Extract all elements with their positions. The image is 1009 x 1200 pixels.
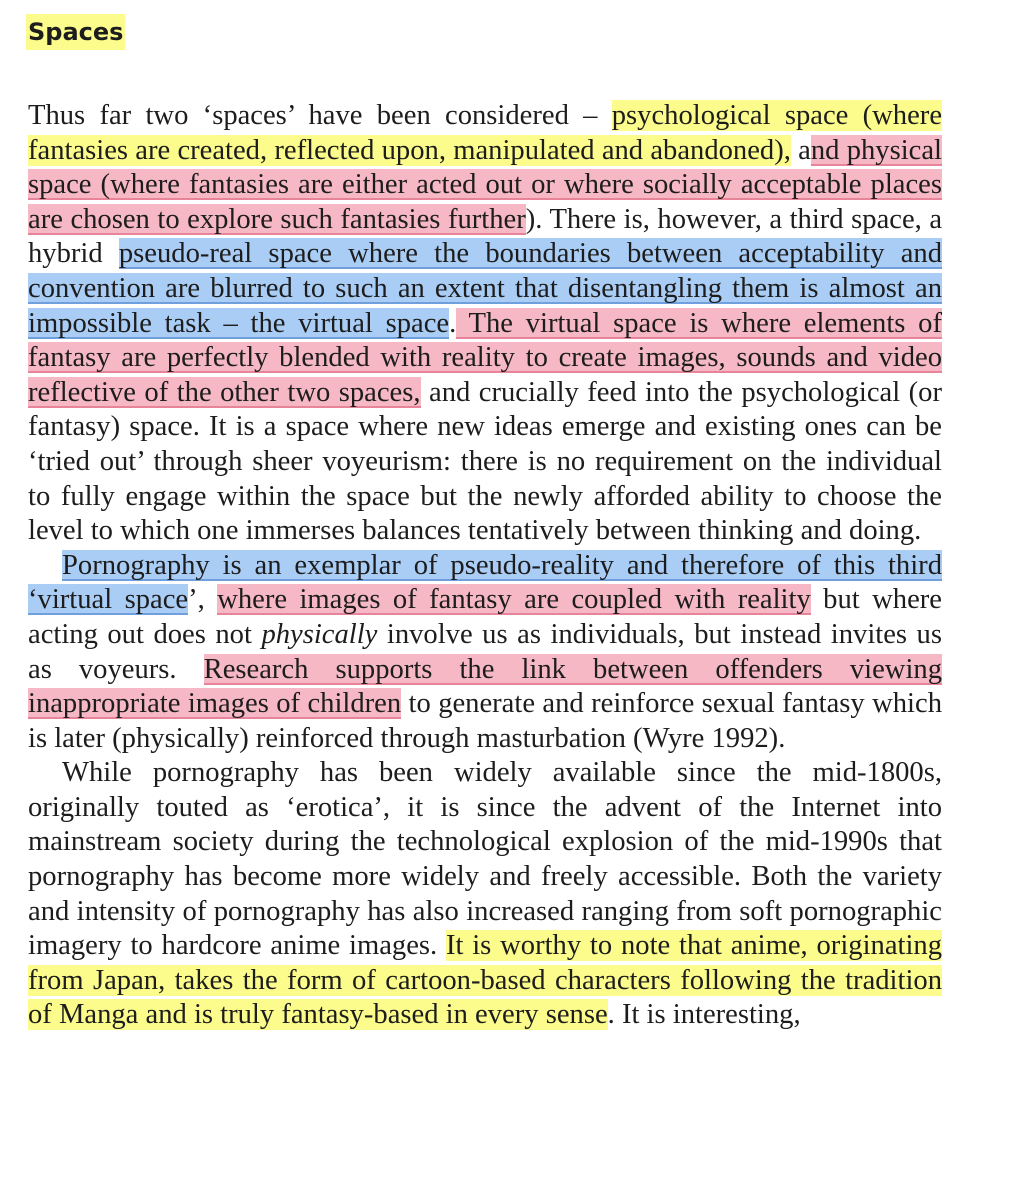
highlight-pink-research-supports: Research supports the link between offenders viewing inappropriate images of children	[28, 653, 942, 720]
section-heading: Spaces	[26, 14, 125, 50]
text-span: While pornography has been widely available since the mid-1800s, originally touted as ‘erotica’, it is since the advent of the Internet into mainstream society during the technological explosion of the mid-1990s that pornography has become more widely and freely accessible. Both the variety and intensity of pornography has also increased ranging from soft pornographic imagery to hardcore anime images.	[28, 757, 942, 962]
highlight-yellow-psychological-space: psychological space (where fantasies are created, reflected upon, manipulated and abandoned),	[28, 100, 943, 166]
text-span: ). There is, however, a third space, a hybrid	[28, 203, 943, 270]
text-span: and crucially feed into the psychological (or fantasy) space. It is a space where new ideas emerge and existing ones can be ‘tried out’ through sheer voyeurism: there is no requirement on the individual to fully engage within the space but the newly afforded ability to choose the level to which one immerses balances tentatively between thinking and doing.	[28, 376, 942, 547]
text-span: ’,	[188, 584, 218, 616]
text-span: to generate and reinforce sexual fantasy which is later (physically) reinforced through masturbation (Wyre 1992).	[28, 688, 942, 754]
text-span: involve us as individuals, but instead invites us as voyeurs.	[28, 618, 942, 685]
text-span: a	[790, 134, 811, 166]
highlight-pink-virtual-space: The virtual space is where elements of fantasy are perfectly blended with reality to create images, sounds and video reflective of the other two spaces,	[28, 307, 942, 408]
text-span: but where acting out does not	[28, 584, 943, 650]
paragraph-3	[28, 756, 942, 1033]
text-span: .	[449, 307, 457, 339]
highlight-blue-pornography-exemplar: Pornography is an exemplar of pseudo-reality and therefore of this third ‘virtual space	[28, 549, 942, 616]
paragraph-2	[28, 549, 942, 757]
highlight-yellow-anime-note: It is worthy to note that anime, originating from Japan, takes the form of cartoon-based characters following the tradition of Manga and is truly fantasy-based in every sense	[28, 930, 942, 1031]
italic-text: physically	[261, 618, 378, 650]
highlight-pink-physical-space: nd physical space (where fantasies are either acted out or where socially acceptable places are chosen to explore such fantasies further	[28, 134, 942, 235]
highlight-blue-pseudo-real-space: pseudo-real space where the boundaries between acceptability and convention are blurred to such an extent that disentangling them is almost an impossible task – the virtual space	[28, 238, 942, 339]
highlight-pink-images-of-fantasy: where images of fantasy are coupled with reality	[217, 584, 811, 616]
paragraph-1	[28, 99, 942, 549]
text-span: Thus far two ‘spaces’ have been considered –	[28, 100, 612, 131]
text-span: . It is interesting,	[607, 999, 801, 1031]
document-page	[28, 14, 942, 1033]
